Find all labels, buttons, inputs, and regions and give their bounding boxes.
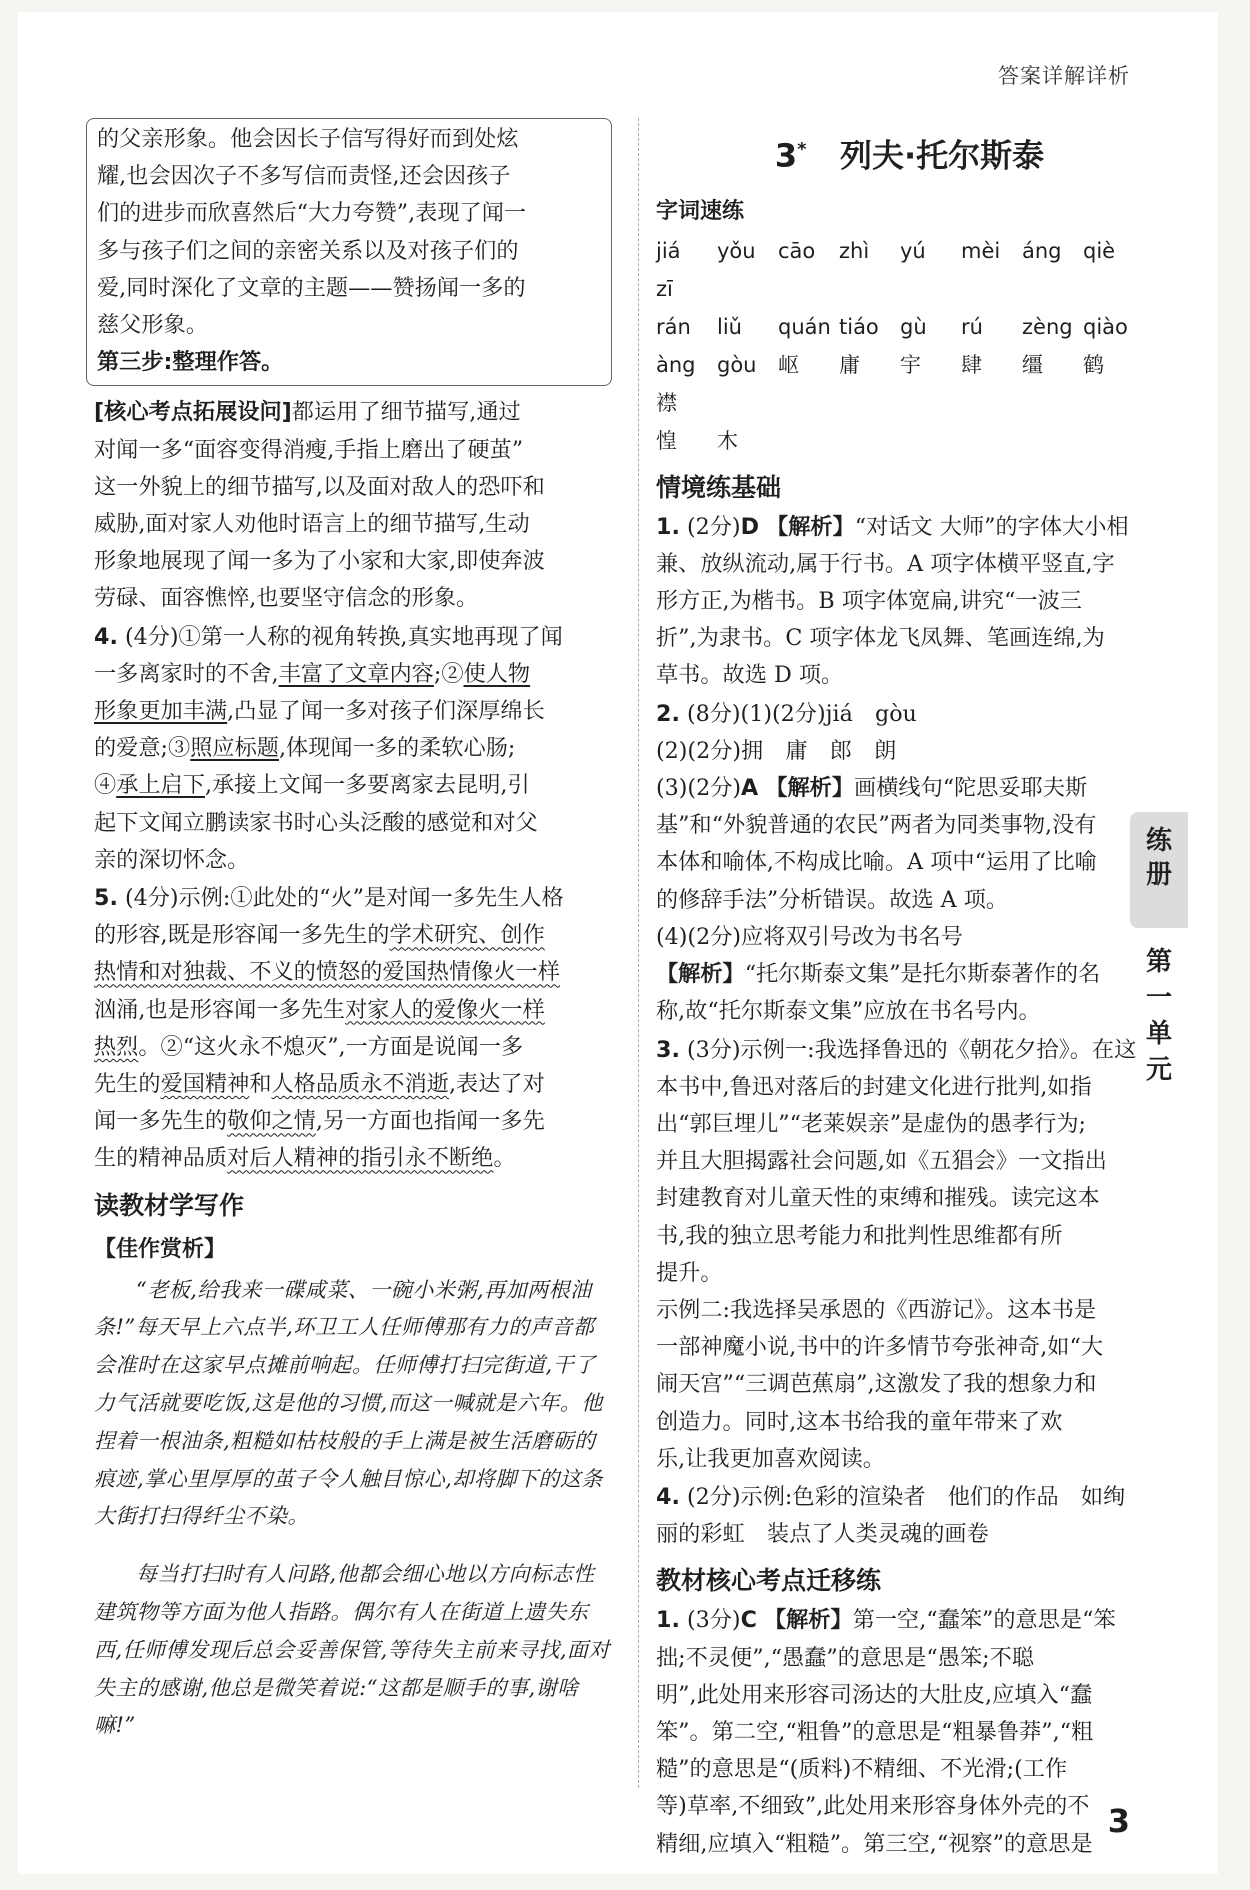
pinyin-item: rán [656, 314, 691, 339]
side-tab-workbook[interactable] [1130, 812, 1188, 928]
question-number: 5. [94, 885, 118, 912]
extension-line: 对闻一多“面容变得消瘦,手指上磨出了硬茧” [94, 436, 524, 463]
pinyin-item: zhì [839, 238, 870, 263]
wavy-keyword: 对家人的爱像火一样 [345, 996, 545, 1023]
right-column [656, 122, 1163, 1863]
pinyin-item: jiá [656, 238, 681, 263]
char-item: 宇 [900, 352, 921, 377]
extension-line: 威胁,面对家人劝他时语言上的细节描写,生动 [94, 511, 530, 538]
wavy-keyword: 爱国精神 [160, 1071, 250, 1098]
answer-choice: C [740, 1607, 757, 1634]
answer-choice: D [740, 513, 759, 540]
analysis-box [86, 118, 612, 386]
box-line: 的父亲形象。他会因长子信写得好而到处炫 [97, 126, 519, 152]
pinyin-item: rú [961, 314, 983, 339]
char-item: 肆 [961, 352, 982, 377]
section-title-transfer: 教材核心考点迁移练 [656, 1566, 882, 1596]
answer-text: 精细,应填入“粗糙”。第三空,“视察”的意思是 [656, 1830, 1093, 1857]
left-column [94, 118, 612, 1745]
underlined-keyword: 使人物 [463, 660, 531, 687]
transfer-question-1 [656, 1602, 1163, 1862]
pinyin-row [656, 308, 1163, 346]
answer-text: 示例二:我选择吴承恩的《西游记》。这本书是 [656, 1296, 1097, 1323]
answer-text: (4分)示例:①此处的“火”是对闻一多先生人格 [124, 885, 564, 912]
char-item: 庸 [839, 352, 860, 377]
extension-tag: [核心考点拓展设问] [94, 399, 292, 426]
wavy-keyword: 对后人精神的指引永不断绝 [227, 1145, 494, 1172]
answer-text: 的爱意;③ [94, 735, 191, 762]
wavy-keyword: 热情和对独裁、不义的愤怒的爱国热情像火一样 [94, 959, 560, 986]
lesson-title [656, 122, 1163, 184]
char-item: 缰 [1022, 352, 1043, 377]
box-line: 多与孩子们之间的亲密关系以及对孩子们的 [97, 237, 519, 264]
answer-choice: A [741, 775, 759, 802]
question-number: 4. [656, 1483, 680, 1510]
answer-text: 第一空,“蠢笨”的意思是“笨 [852, 1607, 1116, 1634]
answer-text: 先生的 [94, 1071, 161, 1098]
pinyin-item: mèi [961, 238, 1001, 263]
box-line: 爱,同时深化了文章的主题——赞扬闻一多的 [97, 274, 526, 301]
extension-para [94, 394, 612, 431]
answer-text: 封建教育对儿童天性的束缚和摧残。读完这本 [656, 1185, 1100, 1212]
wavy-keyword: 人格品质永不消逝 [271, 1071, 449, 1098]
answer-text: 草书。故选 D 项。 [656, 662, 844, 689]
question-4 [94, 619, 612, 879]
answer-text: 形方正,为楷书。B 项字体宽扁,讲究“一波三 [656, 588, 1082, 615]
wavy-keyword: 热烈 [94, 1033, 139, 1060]
char-item: 襟 [656, 390, 677, 415]
answer-text: 亲的深切怀念。 [94, 846, 250, 873]
analysis-tag: 【解析】 [766, 513, 855, 540]
answer-text: 拙;不灵便”,“愚蠢”的意思是“愚笨;不聪 [656, 1644, 1034, 1671]
answer-text: (2分) [686, 513, 741, 540]
answer-text: (2分)示例:色彩的渲染者 他们的作品 如绚 [686, 1483, 1126, 1510]
answer-text: (3)(2分) [656, 775, 742, 802]
lesson-star: * [797, 139, 807, 160]
answer-text: ,另一方面也指闻一多先 [315, 1108, 545, 1135]
answer-text: ,凸显了闻一多对孩子们深厚绵长 [227, 698, 545, 725]
question-number: 1. [656, 1607, 680, 1634]
answer-text: 提升。 [656, 1259, 723, 1286]
pinyin-item: quán [778, 314, 831, 339]
question-5 [94, 880, 612, 1178]
answer-text: 起下文闻立鹏读家书时心头泛酸的感觉和对父 [94, 809, 538, 836]
basics-question-4 [656, 1479, 1163, 1553]
answer-text: (8分)(1)(2分)jiá gòu [686, 700, 917, 727]
model-essay [94, 1272, 612, 1746]
answer-text: 汹涌,也是形容闻一多先生 [94, 996, 346, 1023]
answer-text: (2)(2分)拥 庸 郎 朗 [656, 737, 897, 764]
wavy-keyword: 敬仰之情 [227, 1108, 316, 1135]
basics-question-2 [656, 696, 1163, 1031]
wavy-keyword: 学术研究、创作 [389, 922, 545, 949]
question-number: 1. [656, 513, 680, 540]
extension-line: 形象地展现了闻一多为了小家和大家,即使奔波 [94, 548, 545, 575]
answer-text: (3分) [686, 1607, 741, 1634]
pinyin-item: gòu [717, 352, 757, 377]
answer-text: 一多离家时的不舍, [94, 660, 279, 687]
lesson-name: 列夫·托尔斯泰 [839, 136, 1045, 175]
answer-text: 称,故“托尔斯泰文集”应放在书名号内。 [656, 998, 1041, 1025]
column-divider [638, 118, 639, 1788]
char-item: 惶 [656, 428, 677, 453]
box-line: 慈父形象。 [97, 312, 208, 339]
side-tab-unit[interactable] [1130, 932, 1188, 1100]
basics-question-1 [656, 509, 1163, 695]
answer-text: 乐,让我更加喜欢阅读。 [656, 1445, 885, 1472]
char-item: 木 [717, 428, 738, 453]
analysis-tag: 【解析】 [656, 961, 745, 988]
tab-char: 册 [1145, 860, 1172, 890]
extension-line: 劳碌、面容憔悴,也要坚守信念的形象。 [94, 585, 479, 612]
answer-text: 等)草率,不细致”,此处用来形容身体外壳的不 [656, 1793, 1090, 1820]
underlined-keyword: 丰富了文章内容 [278, 660, 434, 687]
answer-text: 基”和“外貌普通的农民”两者为同类事物,没有 [656, 812, 1097, 839]
extension-line: 都运用了细节描写,通过 [291, 399, 521, 426]
answer-text: 明”,此处用来形容司汤达的大肚皮,应填入“蠢 [656, 1681, 1093, 1708]
tab-char: 元 [1145, 1055, 1172, 1085]
answer-text: 和 [249, 1071, 272, 1098]
answer-text: 画横线句“陀思妥耶夫斯 [854, 775, 1088, 802]
answer-text: 并且大胆揭露社会问题,如《五猖会》一文指出 [656, 1148, 1107, 1175]
answer-text: “托尔斯泰文集”是托尔斯泰著作的名 [744, 961, 1101, 988]
page-number: 3 [1107, 1802, 1130, 1840]
answer-text: 书,我的独立思考能力和批判性思维都有所 [656, 1222, 1063, 1249]
underlined-keyword: 照应标题 [190, 735, 279, 762]
section-title-basics: 情境练基础 [656, 472, 782, 502]
answer-text: 。 [493, 1145, 516, 1172]
tab-char: 第 [1145, 947, 1172, 977]
pinyin-item: yú [900, 238, 926, 263]
pinyin-row [656, 232, 1163, 308]
answer-text: ,表达了对 [449, 1071, 545, 1098]
page-sheet [18, 12, 1218, 1874]
pinyin-item: gù [900, 314, 927, 339]
pinyin-row [656, 422, 1163, 460]
tab-char: 单 [1145, 1019, 1172, 1049]
answer-text: ,承接上文闻一多要离家去昆明,引 [204, 772, 530, 799]
lesson-number: 3 [774, 136, 798, 175]
box-line: 耀,也会因次子不多写信而责怪,还会因孩子 [97, 163, 511, 190]
essay-paragraph: 每当打扫时有人问路,他都会细心地以方向标志性建筑物等方面为他人指路。偶尔有人在街道上遗失东西,任师傅发现后总会妥善保管,等待失主前来寻找,面对失主的感谢,他总是微笑着说:“这都是顺手的事,谢啥嘛!” [94, 1562, 611, 1738]
answer-text: 丽的彩虹 装点了人类灵魂的画卷 [656, 1521, 989, 1548]
answer-text: (4)(2分)应将双引号改为书名号 [656, 923, 963, 950]
answer-text: 折”,为隶书。C 项字体龙飞凤舞、笔画连绵,为 [656, 625, 1105, 652]
essay-paragraph: “老板,给我来一碟咸菜、一碗小米粥,再加两根油条!”每天早上六点半,环卫工人任师傅那有力的声音都会准时在这家早点摊前响起。任师傅打扫完街道,干了力气活就要吃饭,这是他的习惯,而这一喊就是六年。他捏着一根油条,粗糙如枯枝般的手上满是被生活磨砺的痕迹,掌心里厚厚的茧子令人触目惊心,却将脚下的这条大街打扫得纤尘不染。 [94, 1277, 603, 1529]
extension-line: 这一外貌上的细节描写,以及面对敌人的恐吓和 [94, 473, 545, 500]
pinyin-item: zèng [1022, 314, 1073, 339]
pinyin-item: àng [656, 352, 696, 377]
question-number: 2. [656, 700, 680, 727]
answer-text: 一部神魔小说,书中的许多情节夸张神奇,如“大 [656, 1334, 1104, 1361]
answer-text: ,体现闻一多的柔软心肠; [278, 735, 516, 762]
underlined-keyword: 承上启下 [116, 772, 205, 799]
answer-text: 笨”。第二空,“粗鲁”的意思是“粗暴鲁莽”,“粗 [656, 1718, 1094, 1745]
question-number: 4. [94, 623, 118, 650]
pinyin-item: liǔ [717, 314, 742, 339]
pinyin-item: zī [656, 276, 673, 301]
answer-text: ④ [94, 772, 117, 799]
answer-text: 生的精神品质 [94, 1145, 228, 1172]
running-head: 答案详解详析 [998, 64, 1130, 88]
answer-text: 的修辞手法”分析错误。故选 A 项。 [656, 886, 1009, 913]
answer-text: 闻一多先生的 [94, 1108, 228, 1135]
appreciation-tag: 【佳作赏析】 [94, 1236, 227, 1262]
box-line: 们的进步而欣喜然后“大力夸赞”,表现了闻一 [97, 200, 527, 227]
answer-text: ;② [433, 660, 464, 687]
pinyin-item: qiè [1083, 238, 1116, 263]
tab-char: 练 [1145, 826, 1172, 856]
answer-text: 闹天宫”“三调芭蕉扇”,这激发了我的想象力和 [656, 1371, 1097, 1398]
box-step: 第三步:整理作答。 [97, 349, 284, 376]
answer-text: (4分)①第一人称的视角转换,真实地再现了闻 [124, 623, 563, 650]
char-item: 岖 [778, 352, 799, 377]
answer-text: 的形容,既是形容闻一多先生的 [94, 922, 390, 949]
question-number: 3. [656, 1036, 680, 1063]
answer-text: (3分)示例一:我选择鲁迅的《朝花夕拾》。在这 [686, 1036, 1137, 1063]
answer-text: 创造力。同时,这本书给我的童年带来了欢 [656, 1408, 1063, 1435]
answer-text: “对话文 大师”的字体大小相 [854, 513, 1129, 540]
answer-text: 本书中,鲁迅对落后的封建文化进行批判,如指 [656, 1073, 1092, 1100]
answer-text: 出“郭巨埋儿”“老莱娱亲”是虚伪的愚孝行为; [656, 1110, 1087, 1137]
answer-text: 兼、放纵流动,属于行书。A 项字体横平竖直,字 [656, 550, 1115, 577]
basics-question-3 [656, 1032, 1163, 1478]
analysis-tag: 【解析】 [763, 1607, 853, 1634]
pinyin-item: áng [1022, 238, 1062, 263]
char-item: 鹤 [1083, 352, 1104, 377]
tab-char: 一 [1145, 983, 1172, 1013]
pinyin-item: tiáo [839, 314, 879, 339]
pinyin-item: qiào [1083, 314, 1128, 339]
section-title-words: 字词速练 [656, 198, 745, 224]
answer-text: 。②“这火永不熄灭”,一方面是说闻一多 [138, 1033, 524, 1060]
analysis-tag: 【解析】 [765, 775, 855, 802]
pinyin-row [656, 346, 1163, 422]
underlined-keyword: 形象更加丰满 [94, 698, 228, 725]
answer-text: 本体和喻体,不构成比喻。A 项中“运用了比喻 [656, 849, 1097, 876]
pinyin-item: cāo [778, 238, 816, 263]
answer-text: 糙”的意思是“(质料)不精细、不光滑;(工作 [656, 1756, 1068, 1783]
pinyin-item: yǒu [717, 238, 756, 263]
section-title-reading: 读教材学写作 [94, 1190, 245, 1220]
